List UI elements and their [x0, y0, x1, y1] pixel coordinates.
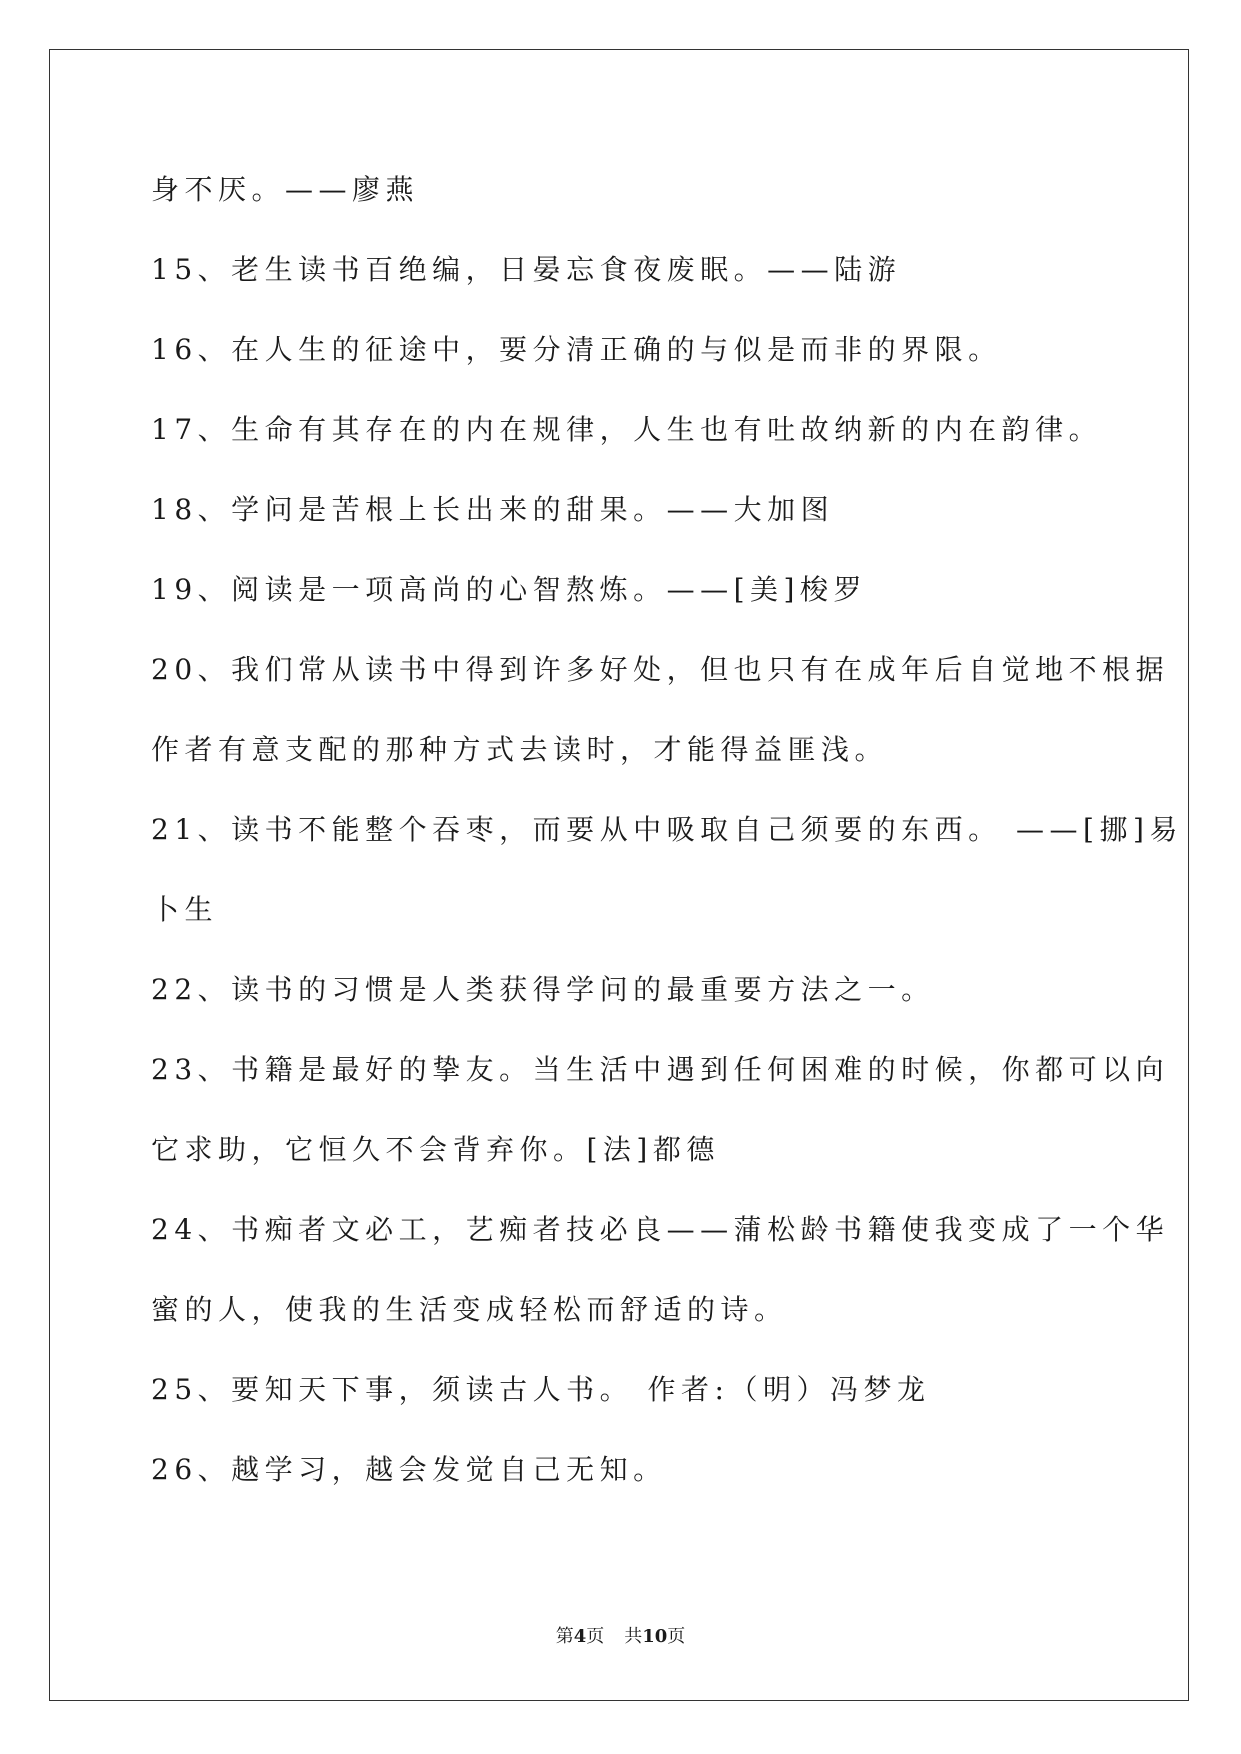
page-total-count: 10 [642, 1626, 668, 1647]
text-line-12: 23、书籍是最好的挚友。当生活中遇到任何困难的时候，你都可以向 [151, 1053, 1170, 1086]
text-line-13: 它求助，它恒久不会背弃你。[法]都德 [151, 1133, 720, 1166]
page-total-suffix: 页 [667, 1626, 686, 1647]
text-line-17: 26、越学习，越会发觉自己无知。 [151, 1453, 667, 1486]
text-line-16: 25、要知天下事，须读古人书。 作者:（明）冯梦龙 [151, 1373, 931, 1406]
text-line-9: 21、读书不能整个吞枣，而要从中吸取自己须要的东西。 ——[挪]易 [151, 813, 1183, 846]
page-number-prefix: 第 [555, 1626, 574, 1647]
page-number-suffix: 页 [586, 1626, 605, 1647]
text-line-14: 24、书痴者文必工，艺痴者技必良——蒲松龄书籍使我变成了一个华 [151, 1213, 1170, 1246]
text-line-2: 15、老生读书百绝编，日晏忘食夜废眠。——陆游 [151, 253, 902, 286]
text-line-8: 作者有意支配的那种方式去读时，才能得益匪浅。 [151, 733, 889, 766]
text-line-11: 22、读书的习惯是人类获得学问的最重要方法之一。 [151, 973, 935, 1006]
page-footer [0, 1628, 1241, 1646]
text-line-7: 20、我们常从读书中得到许多好处，但也只有在成年后自觉地不根据 [151, 653, 1170, 686]
page-total-prefix: 共 [624, 1626, 643, 1647]
text-line-15: 蜜的人，使我的生活变成轻松而舒适的诗。 [151, 1293, 788, 1326]
text-line-10: 卜生 [151, 893, 219, 926]
text-line-5: 18、学问是苦根上长出来的甜果。——大加图 [151, 493, 835, 526]
text-line-4: 17、生命有其存在的内在规律，人生也有吐故纳新的内在韵律。 [151, 413, 1103, 446]
page-number-current: 4 [573, 1626, 587, 1647]
text-line-3: 16、在人生的征途中，要分清正确的与似是而非的界限。 [151, 333, 1002, 366]
text-line-6: 19、阅读是一项高尚的心智熬炼。——[美]梭罗 [151, 573, 867, 606]
text-line-1: 身不厌。——廖燕 [151, 173, 420, 206]
